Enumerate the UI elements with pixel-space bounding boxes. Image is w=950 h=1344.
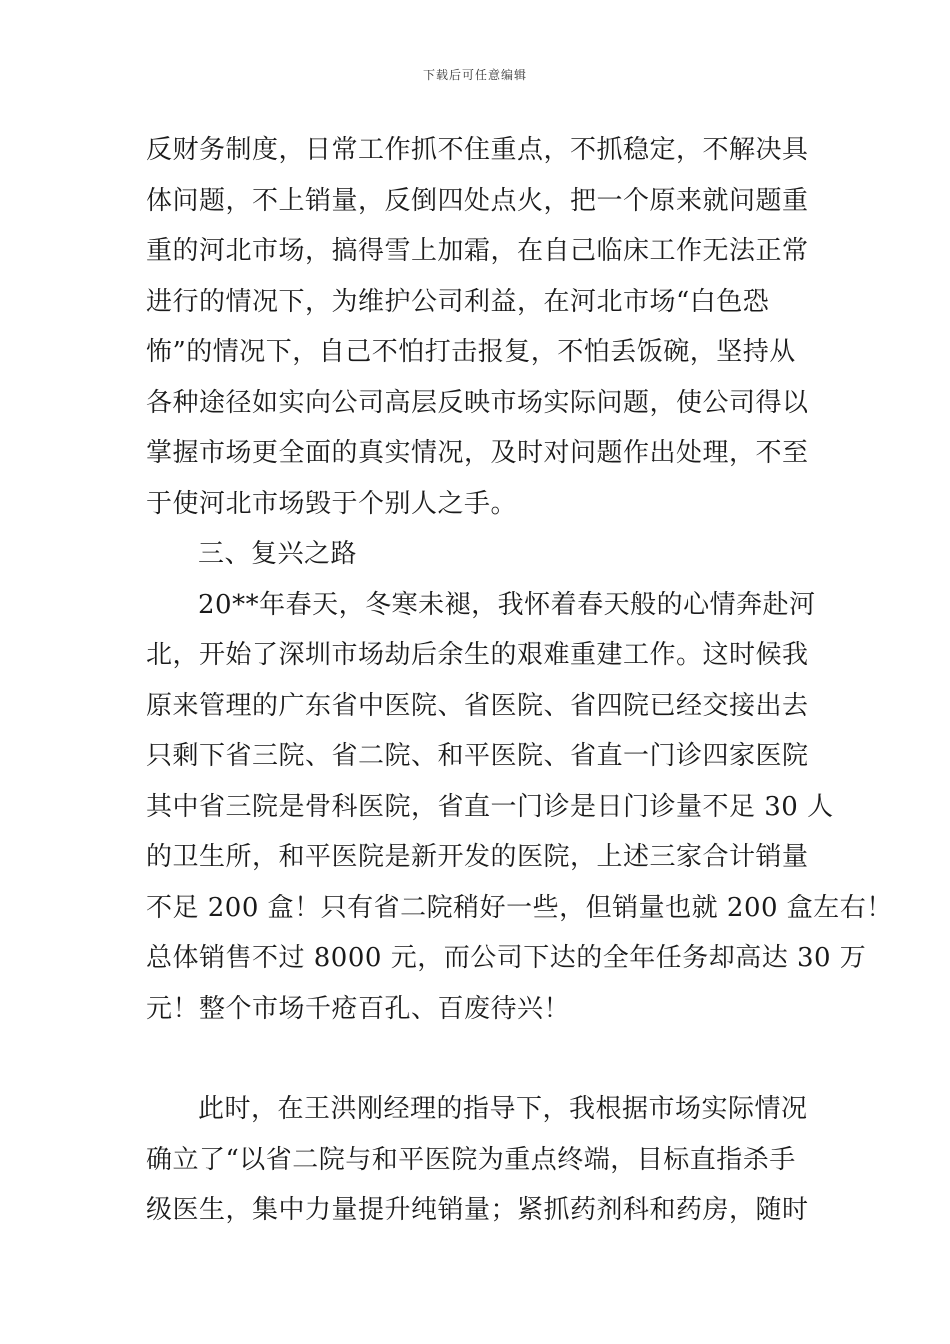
text-line: 总体销售不过 8000 元，而公司下达的全年任务却高达 30 万: [146, 943, 867, 973]
text-line: 反财务制度，日常工作抓不住重点，不抓稳定，不解决具: [146, 135, 809, 165]
text-line: 此时，在王洪刚经理的指导下，我根据市场实际情况: [198, 1094, 808, 1124]
text-line: 其中省三院是骨科医院，省直一门诊是日门诊量不足 30 人: [146, 791, 834, 822]
text-line: 怖”的情况下，自己不怕打击报复，不怕丢饭碗，坚持从: [146, 337, 796, 367]
text-line: 20**年春天，冬寒未褪，我怀着春天般的心情奔赴河: [198, 589, 816, 620]
text-line: 确立了“以省二院与和平医院为重点终端，目标直指杀手: [146, 1144, 796, 1175]
text-line: 只剩下省三院、省二院、和平医院、省直一门诊四家医院: [146, 741, 809, 771]
text-line: 重的河北市场，搞得雪上加霜，在自己临床工作无法正常: [146, 236, 809, 266]
text-line: 进行的情况下，为维护公司利益，在河北市场“白色恐: [146, 286, 770, 317]
text-line: 各种途径如实向公司高层反映市场实际问题，使公司得以: [146, 387, 809, 418]
text-line: 体问题，不上销量，反倒四处点火，把一个原来就问题重: [146, 185, 809, 216]
text-line: 元！整个市场千疮百孔、百废待兴！: [146, 993, 571, 1024]
header-note: 下载后可任意编辑: [422, 68, 527, 82]
text-line: 级医生，集中力量提升纯销量；紧抓药剂科和药房，随时: [146, 1195, 809, 1225]
paragraph-1: [146, 125, 809, 529]
paragraph-3: [146, 1084, 809, 1236]
text-line: 不足 200 盒！只有省二院稍好一些，但销量也就 200 盒左右！: [146, 892, 893, 923]
document-body: [146, 125, 893, 1236]
paragraph-2: [146, 580, 893, 1035]
text-line: 的卫生所，和平医院是新开发的医院，上述三家合计销量: [146, 842, 809, 872]
text-line: 原来管理的广东省中医院、省医院、省四院已经交接出去: [146, 690, 809, 721]
text-line: 北，开始了深圳市场劫后余生的艰难重建工作。这时候我: [146, 640, 809, 670]
text-line: 于使河北市场毁于个别人之手。: [146, 488, 518, 519]
section-heading: [146, 529, 806, 580]
paragraph-gap: [146, 1034, 806, 1084]
text-line: 掌握市场更全面的真实情况，及时对问题作出处理，不至: [146, 438, 809, 468]
section-heading-text: 三、复兴之路: [198, 539, 358, 569]
